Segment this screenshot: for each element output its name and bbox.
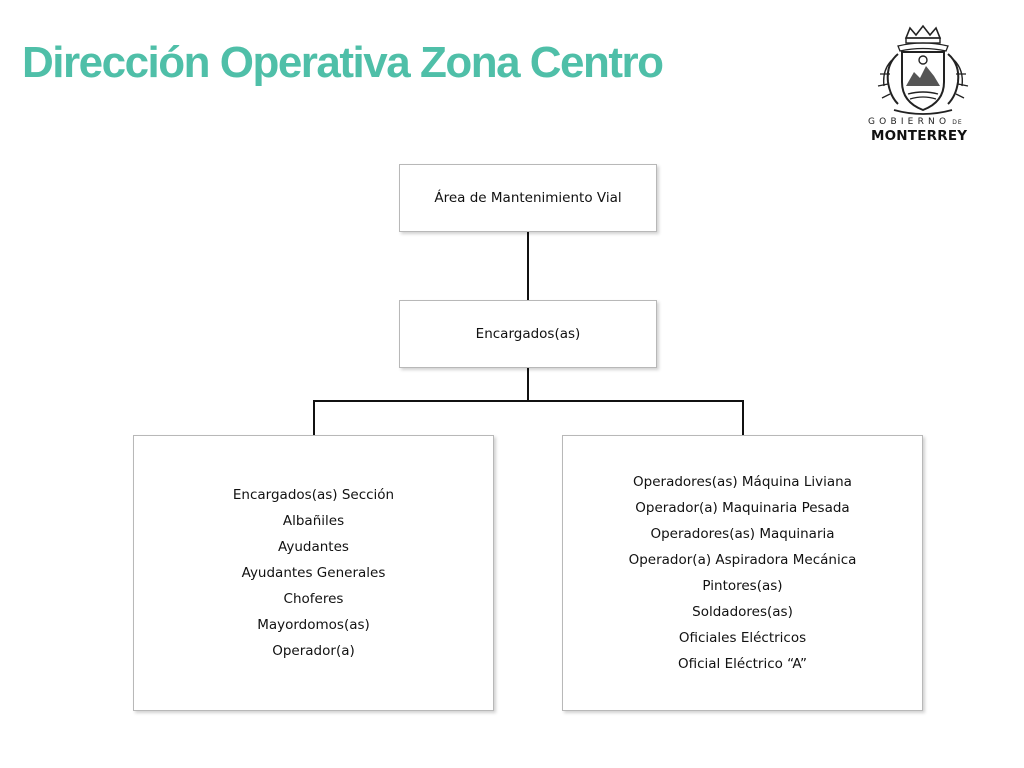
list-item: Ayudantes (278, 539, 349, 555)
list-item: Ayudantes Generales (241, 565, 386, 581)
connector-root-to-level2 (527, 232, 529, 300)
connector-level2-down (527, 367, 529, 401)
list-item: Operadores(as) Maquinaria (650, 526, 835, 542)
list-item: Oficiales Eléctricos (678, 630, 807, 646)
connector-horizontal-bar (313, 400, 744, 402)
list-item: Operador(a) (272, 643, 355, 659)
org-node-left-group (133, 435, 494, 711)
list-item: Operador(a) Maquinaria Pesada (635, 500, 850, 516)
list-item: Soldadores(as) (692, 604, 793, 620)
connector-to-left-group (313, 400, 315, 436)
org-node-root (399, 164, 657, 232)
page-title: Dirección Operativa Zona Centro (22, 38, 663, 87)
list-item: Choferes (283, 591, 344, 607)
org-node-label: Encargados(as) (475, 326, 581, 342)
list-item: Mayordomos(as) (257, 617, 370, 633)
coat-of-arms-icon (868, 24, 978, 116)
connector-to-right-group (742, 400, 744, 436)
list-item: Albañiles (282, 513, 345, 529)
list-item: Encargados(as) Sección (232, 487, 395, 503)
logo-text-gobierno: GOBIERNO DE (868, 117, 963, 127)
list-item: Operadores(as) Máquina Liviana (633, 474, 852, 490)
org-node-right-group (562, 435, 923, 711)
org-node-level2 (399, 300, 657, 368)
monterrey-logo (868, 24, 978, 148)
list-item: Operador(a) Aspiradora Mecánica (628, 552, 857, 568)
list-item: Oficial Eléctrico “A” (677, 656, 807, 672)
list-item: Pintores(as) (702, 578, 783, 594)
org-node-label: Área de Mantenimiento Vial (434, 190, 622, 206)
logo-text-monterrey: MONTERREY (871, 128, 968, 144)
